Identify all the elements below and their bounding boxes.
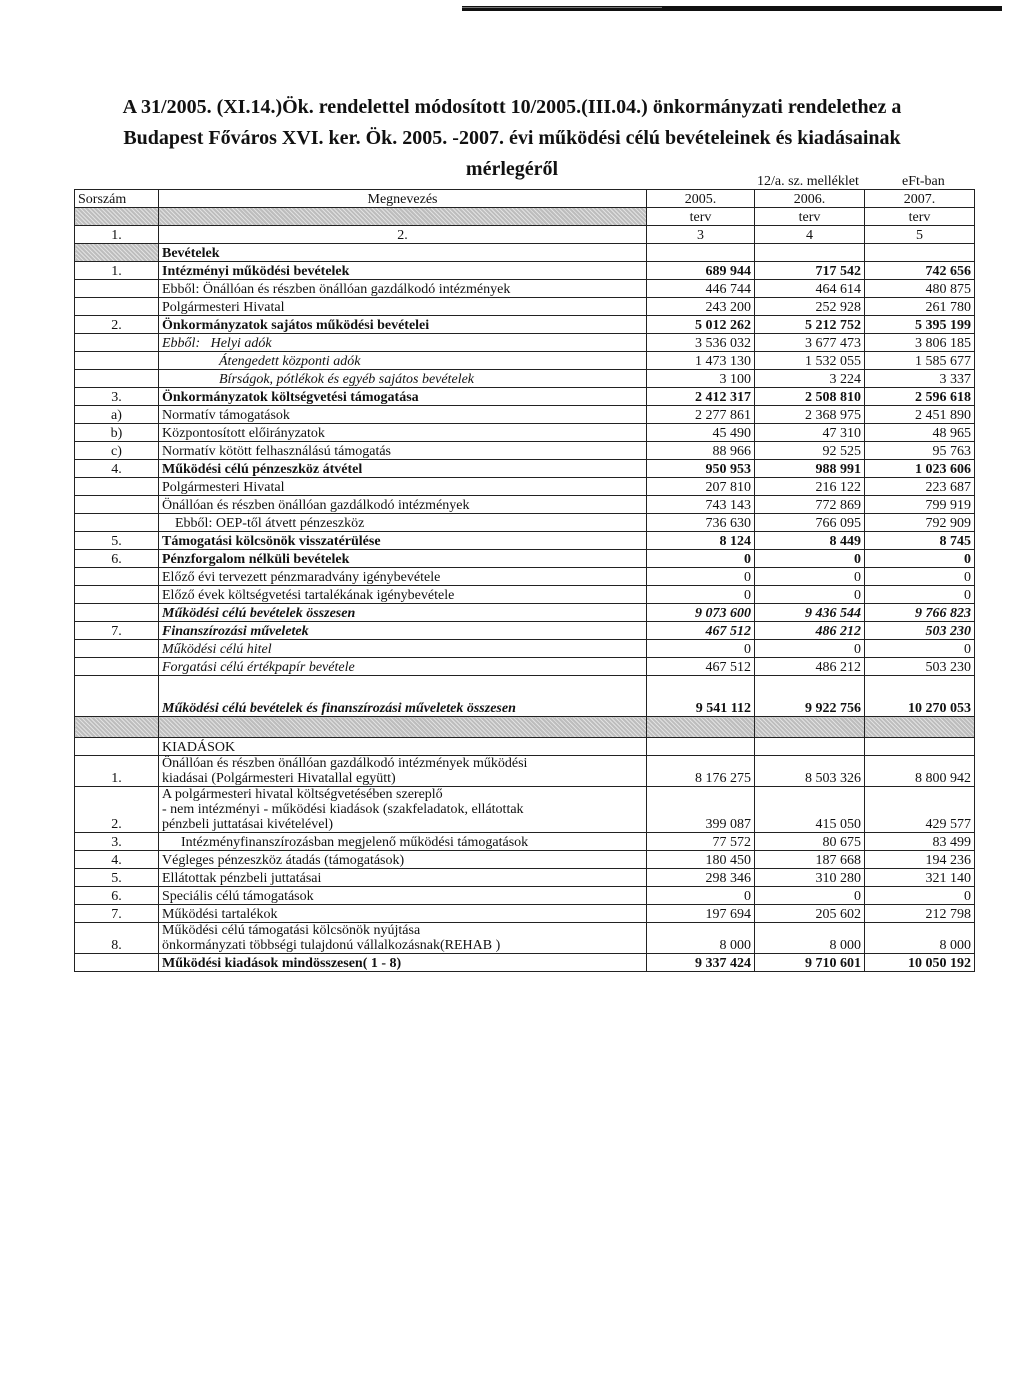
row-label bbox=[159, 756, 647, 787]
empty-cell bbox=[647, 738, 755, 756]
row-label-line: Önállóan és részben önállóan gazdálkodó intézmények működési bbox=[162, 756, 528, 771]
value-2007: 503 230 bbox=[865, 622, 975, 640]
expense-row bbox=[75, 869, 975, 887]
total-2006: 9 922 756 bbox=[755, 676, 865, 717]
expenses-total-row bbox=[75, 954, 975, 972]
row-number bbox=[75, 604, 159, 622]
title-line-3: mérlegéről bbox=[465, 158, 559, 180]
value-2005: 736 630 bbox=[647, 514, 755, 532]
row-number bbox=[75, 586, 159, 604]
revenue-row bbox=[75, 406, 975, 424]
value-2007: 1 023 606 bbox=[865, 460, 975, 478]
value-2005: 243 200 bbox=[647, 298, 755, 316]
value-2006: 717 542 bbox=[755, 262, 865, 280]
top-rule bbox=[462, 6, 1002, 11]
total-2006: 9 710 601 bbox=[755, 954, 865, 972]
value-2007: 223 687 bbox=[865, 478, 975, 496]
value-2007: 429 577 bbox=[865, 787, 975, 833]
value-2006: 8 000 bbox=[755, 923, 865, 954]
value-2007: 792 909 bbox=[865, 514, 975, 532]
value-2006: 252 928 bbox=[755, 298, 865, 316]
value-2007: 261 780 bbox=[865, 298, 975, 316]
revenue-row bbox=[75, 424, 975, 442]
header-year-2006: 2006. bbox=[755, 190, 865, 208]
row-label: Normatív kötött felhasználású támogatás bbox=[159, 442, 647, 460]
value-2005: 197 694 bbox=[647, 905, 755, 923]
value-2006: 988 991 bbox=[755, 460, 865, 478]
empty-cell bbox=[75, 676, 159, 717]
value-2006: 187 668 bbox=[755, 851, 865, 869]
row-number bbox=[75, 352, 159, 370]
row-number: 8. bbox=[75, 923, 159, 954]
value-2006: 205 602 bbox=[755, 905, 865, 923]
value-2006: 0 bbox=[755, 887, 865, 905]
row-label: Intézményfinanszírozásban megjelenő működési támogatások bbox=[159, 833, 647, 851]
value-2007: 0 bbox=[865, 568, 975, 586]
value-2007: 321 140 bbox=[865, 869, 975, 887]
value-2005: 689 944 bbox=[647, 262, 755, 280]
expense-row bbox=[75, 905, 975, 923]
shaded-cell bbox=[75, 717, 159, 738]
row-label: Központosított előirányzatok bbox=[159, 424, 647, 442]
row-label-line: A polgármesteri hivatal költségvetésében szereplő bbox=[162, 787, 443, 802]
value-2007: 480 875 bbox=[865, 280, 975, 298]
revenue-row bbox=[75, 460, 975, 478]
value-2007: 1 585 677 bbox=[865, 352, 975, 370]
row-label-line: pénzbeli juttatásai kivételével) bbox=[162, 817, 334, 832]
revenue-row bbox=[75, 280, 975, 298]
value-2005: 467 512 bbox=[647, 658, 755, 676]
revenue-section-row bbox=[75, 244, 975, 262]
row-number bbox=[75, 640, 159, 658]
header-row bbox=[75, 190, 975, 208]
header-year-2005: 2005. bbox=[647, 190, 755, 208]
revenue-row bbox=[75, 586, 975, 604]
value-2007: 3 806 185 bbox=[865, 334, 975, 352]
row-label: Pénzforgalom nélküli bevételek bbox=[159, 550, 647, 568]
row-label: Polgármesteri Hivatal bbox=[159, 298, 647, 316]
value-2006: 3 677 473 bbox=[755, 334, 865, 352]
budget-table bbox=[74, 189, 975, 972]
revenue-row bbox=[75, 568, 975, 586]
value-2005: 2 412 317 bbox=[647, 388, 755, 406]
shaded-cell bbox=[647, 717, 755, 738]
row-number bbox=[75, 478, 159, 496]
value-2006: 2 508 810 bbox=[755, 388, 865, 406]
row-number: 5. bbox=[75, 869, 159, 887]
row-label: Intézményi működési bevételek bbox=[159, 262, 647, 280]
row-number bbox=[75, 334, 159, 352]
row-number: 5. bbox=[75, 532, 159, 550]
revenue-row bbox=[75, 388, 975, 406]
value-2005: 2 277 861 bbox=[647, 406, 755, 424]
value-2005: 180 450 bbox=[647, 851, 755, 869]
value-2006: 0 bbox=[755, 550, 865, 568]
row-label-line: - nem intézményi - működési kiadások (szakfeladatok, ellátottak bbox=[162, 802, 524, 817]
revenue-row bbox=[75, 532, 975, 550]
value-2007: 2 451 890 bbox=[865, 406, 975, 424]
value-2005: 298 346 bbox=[647, 869, 755, 887]
row-label: Önkormányzatok sajátos működési bevételei bbox=[159, 316, 647, 334]
header-plan-2007: terv bbox=[865, 208, 975, 226]
revenue-row bbox=[75, 550, 975, 568]
value-2005: 8 176 275 bbox=[647, 756, 755, 787]
revenue-row bbox=[75, 352, 975, 370]
row-number: 6. bbox=[75, 550, 159, 568]
shaded-cell bbox=[159, 717, 647, 738]
row-label: Önállóan és részben önállóan gazdálkodó intézmények bbox=[159, 496, 647, 514]
revenue-row bbox=[75, 370, 975, 388]
value-2006: 0 bbox=[755, 640, 865, 658]
header-sorszam: Sorszám bbox=[75, 190, 159, 208]
value-2006: 310 280 bbox=[755, 869, 865, 887]
value-2007: 194 236 bbox=[865, 851, 975, 869]
value-2005: 3 100 bbox=[647, 370, 755, 388]
revenue-row bbox=[75, 640, 975, 658]
value-2005: 5 012 262 bbox=[647, 316, 755, 334]
value-2005: 45 490 bbox=[647, 424, 755, 442]
value-2006: 80 675 bbox=[755, 833, 865, 851]
value-2006: 1 532 055 bbox=[755, 352, 865, 370]
value-2007: 8 000 bbox=[865, 923, 975, 954]
header-num-3: 3 bbox=[647, 226, 755, 244]
revenue-total-row bbox=[75, 676, 975, 717]
value-2007: 95 763 bbox=[865, 442, 975, 460]
value-2005: 446 744 bbox=[647, 280, 755, 298]
revenue-row bbox=[75, 262, 975, 280]
unit-label: eFt-ban bbox=[902, 174, 945, 189]
shaded-cell bbox=[865, 717, 975, 738]
shaded-cell bbox=[75, 208, 159, 226]
value-2005: 0 bbox=[647, 640, 755, 658]
row-number: 4. bbox=[75, 851, 159, 869]
expenses-section-row bbox=[75, 738, 975, 756]
row-label: Működési célú hitel bbox=[159, 640, 647, 658]
value-2005: 8 124 bbox=[647, 532, 755, 550]
header-numbers-row bbox=[75, 226, 975, 244]
row-label: Előző évek költségvetési tartalékának igénybevétele bbox=[159, 586, 647, 604]
header-plan-row bbox=[75, 208, 975, 226]
expense-row bbox=[75, 787, 975, 833]
expenses-total-label: Működési kiadások mindösszesen( 1 - 8) bbox=[159, 954, 647, 972]
row-label-line: kiadásai (Polgármesteri Hivatallal együtt) bbox=[162, 771, 396, 786]
value-2007: 0 bbox=[865, 640, 975, 658]
row-number: c) bbox=[75, 442, 159, 460]
value-2005: 9 073 600 bbox=[647, 604, 755, 622]
annex-label: 12/a. sz. melléklet bbox=[757, 174, 859, 189]
row-label: Átengedett központi adók bbox=[159, 352, 647, 370]
total-2005: 9 541 112 bbox=[647, 676, 755, 717]
value-2007: 212 798 bbox=[865, 905, 975, 923]
row-number bbox=[75, 658, 159, 676]
row-label-line: önkormányzati többségi tulajdonú vállalkozásnak(REHAB ) bbox=[162, 938, 501, 953]
row-label: Működési célú bevételek összesen bbox=[159, 604, 647, 622]
value-2005: 3 536 032 bbox=[647, 334, 755, 352]
revenue-subtotal-row bbox=[75, 604, 975, 622]
value-2007: 2 596 618 bbox=[865, 388, 975, 406]
row-label: Bírságok, pótlékok és egyéb sajátos bevételek bbox=[159, 370, 647, 388]
value-2007: 83 499 bbox=[865, 833, 975, 851]
row-number bbox=[75, 568, 159, 586]
row-label: Támogatási kölcsönök visszatérülése bbox=[159, 532, 647, 550]
value-2007: 0 bbox=[865, 586, 975, 604]
value-2007: 8 800 942 bbox=[865, 756, 975, 787]
row-label: Előző évi tervezett pénzmaradvány igénybevétele bbox=[159, 568, 647, 586]
row-label: Működési célú pénzeszköz átvétel bbox=[159, 460, 647, 478]
row-label: Polgármesteri Hivatal bbox=[159, 478, 647, 496]
value-2005: 743 143 bbox=[647, 496, 755, 514]
total-2005: 9 337 424 bbox=[647, 954, 755, 972]
row-label: Végleges pénzeszköz átadás (támogatások) bbox=[159, 851, 647, 869]
empty-cell bbox=[647, 244, 755, 262]
row-number: a) bbox=[75, 406, 159, 424]
header-plan-2006: terv bbox=[755, 208, 865, 226]
header-num-1: 1. bbox=[75, 226, 159, 244]
row-number: 7. bbox=[75, 905, 159, 923]
row-label: Ebből: Helyi adók bbox=[159, 334, 647, 352]
expense-row bbox=[75, 833, 975, 851]
row-number: 1. bbox=[75, 262, 159, 280]
value-2006: 464 614 bbox=[755, 280, 865, 298]
revenue-section-label: Bevételek bbox=[159, 244, 647, 262]
value-2006: 3 224 bbox=[755, 370, 865, 388]
row-label bbox=[159, 923, 647, 954]
value-2005: 0 bbox=[647, 550, 755, 568]
revenue-row bbox=[75, 496, 975, 514]
row-label-line: Működési célú támogatási kölcsönök nyújtása bbox=[162, 923, 421, 938]
expense-row bbox=[75, 756, 975, 787]
row-label: Ebből: Önállóan és részben önállóan gazdálkodó intézmények bbox=[159, 280, 647, 298]
value-2006: 415 050 bbox=[755, 787, 865, 833]
revenue-row bbox=[75, 316, 975, 334]
empty-cell bbox=[75, 954, 159, 972]
value-2005: 950 953 bbox=[647, 460, 755, 478]
revenue-row bbox=[75, 622, 975, 640]
row-number: 7. bbox=[75, 622, 159, 640]
value-2005: 88 966 bbox=[647, 442, 755, 460]
value-2005: 8 000 bbox=[647, 923, 755, 954]
header-num-4: 4 bbox=[755, 226, 865, 244]
value-2007: 0 bbox=[865, 550, 975, 568]
value-2006: 47 310 bbox=[755, 424, 865, 442]
empty-cell bbox=[755, 738, 865, 756]
value-2006: 772 869 bbox=[755, 496, 865, 514]
value-2006: 0 bbox=[755, 586, 865, 604]
value-2005: 399 087 bbox=[647, 787, 755, 833]
revenue-row bbox=[75, 334, 975, 352]
row-number bbox=[75, 298, 159, 316]
value-2006: 8 503 326 bbox=[755, 756, 865, 787]
header-megnevezes: Megnevezés bbox=[159, 190, 647, 208]
revenue-total-label: Működési célú bevételek és finanszírozási műveletek összesen bbox=[159, 676, 647, 717]
empty-cell bbox=[75, 738, 159, 756]
total-2007: 10 050 192 bbox=[865, 954, 975, 972]
shaded-cell bbox=[755, 717, 865, 738]
row-number: 6. bbox=[75, 887, 159, 905]
value-2006: 0 bbox=[755, 568, 865, 586]
revenue-row bbox=[75, 658, 975, 676]
value-2007: 8 745 bbox=[865, 532, 975, 550]
value-2007: 3 337 bbox=[865, 370, 975, 388]
shaded-cell bbox=[75, 244, 159, 262]
value-2006: 8 449 bbox=[755, 532, 865, 550]
row-label: Speciális célú támogatások bbox=[159, 887, 647, 905]
header-num-5: 5 bbox=[865, 226, 975, 244]
value-2005: 467 512 bbox=[647, 622, 755, 640]
value-2005: 77 572 bbox=[647, 833, 755, 851]
header-year-2007: 2007. bbox=[865, 190, 975, 208]
value-2006: 5 212 752 bbox=[755, 316, 865, 334]
row-number: 3. bbox=[75, 388, 159, 406]
value-2007: 0 bbox=[865, 887, 975, 905]
value-2007: 48 965 bbox=[865, 424, 975, 442]
value-2005: 0 bbox=[647, 586, 755, 604]
value-2007: 9 766 823 bbox=[865, 604, 975, 622]
expense-row bbox=[75, 851, 975, 869]
expense-row bbox=[75, 923, 975, 954]
value-2005: 0 bbox=[647, 887, 755, 905]
value-2006: 486 212 bbox=[755, 658, 865, 676]
row-label bbox=[159, 787, 647, 833]
value-2005: 0 bbox=[647, 568, 755, 586]
shaded-separator-row bbox=[75, 717, 975, 738]
row-label: Működési tartalékok bbox=[159, 905, 647, 923]
title-line-2: Budapest Főváros XVI. ker. Ök. 2005. -2007. évi működési célú bevételeinek és kiadásainak bbox=[123, 127, 901, 149]
row-label: Önkormányzatok költségvetési támogatása bbox=[159, 388, 647, 406]
row-number: 1. bbox=[75, 756, 159, 787]
row-number: b) bbox=[75, 424, 159, 442]
value-2006: 766 095 bbox=[755, 514, 865, 532]
value-2007: 5 395 199 bbox=[865, 316, 975, 334]
empty-cell bbox=[865, 738, 975, 756]
row-number: 3. bbox=[75, 833, 159, 851]
value-2006: 486 212 bbox=[755, 622, 865, 640]
value-2007: 742 656 bbox=[865, 262, 975, 280]
row-label: Finanszírozási műveletek bbox=[159, 622, 647, 640]
row-label: Ebből: OEP-től átvett pénzeszköz bbox=[159, 514, 647, 532]
row-number: 4. bbox=[75, 460, 159, 478]
row-label: Normatív támogatások bbox=[159, 406, 647, 424]
empty-cell bbox=[755, 244, 865, 262]
row-label: Ellátottak pénzbeli juttatásai bbox=[159, 869, 647, 887]
header-plan-2005: terv bbox=[647, 208, 755, 226]
title-line-1: A 31/2005. (XI.14.)Ök. rendelettel módosított 10/2005.(III.04.) önkormányzati rendelethez a bbox=[122, 96, 902, 118]
empty-cell bbox=[865, 244, 975, 262]
revenue-row bbox=[75, 442, 975, 460]
value-2006: 216 122 bbox=[755, 478, 865, 496]
value-2006: 92 525 bbox=[755, 442, 865, 460]
expense-row bbox=[75, 887, 975, 905]
value-2006: 9 436 544 bbox=[755, 604, 865, 622]
row-number bbox=[75, 514, 159, 532]
revenue-row bbox=[75, 514, 975, 532]
value-2007: 799 919 bbox=[865, 496, 975, 514]
value-2005: 207 810 bbox=[647, 478, 755, 496]
row-label: Forgatási célú értékpapír bevétele bbox=[159, 658, 647, 676]
revenue-row bbox=[75, 298, 975, 316]
shaded-cell bbox=[159, 208, 647, 226]
value-2007: 503 230 bbox=[865, 658, 975, 676]
header-num-2: 2. bbox=[159, 226, 647, 244]
value-2006: 2 368 975 bbox=[755, 406, 865, 424]
revenue-row bbox=[75, 478, 975, 496]
row-number: 2. bbox=[75, 316, 159, 334]
row-number: 2. bbox=[75, 787, 159, 833]
value-2005: 1 473 130 bbox=[647, 352, 755, 370]
row-number bbox=[75, 280, 159, 298]
row-number bbox=[75, 370, 159, 388]
total-2007: 10 270 053 bbox=[865, 676, 975, 717]
row-number bbox=[75, 496, 159, 514]
expenses-section-label: KIADÁSOK bbox=[159, 738, 647, 756]
